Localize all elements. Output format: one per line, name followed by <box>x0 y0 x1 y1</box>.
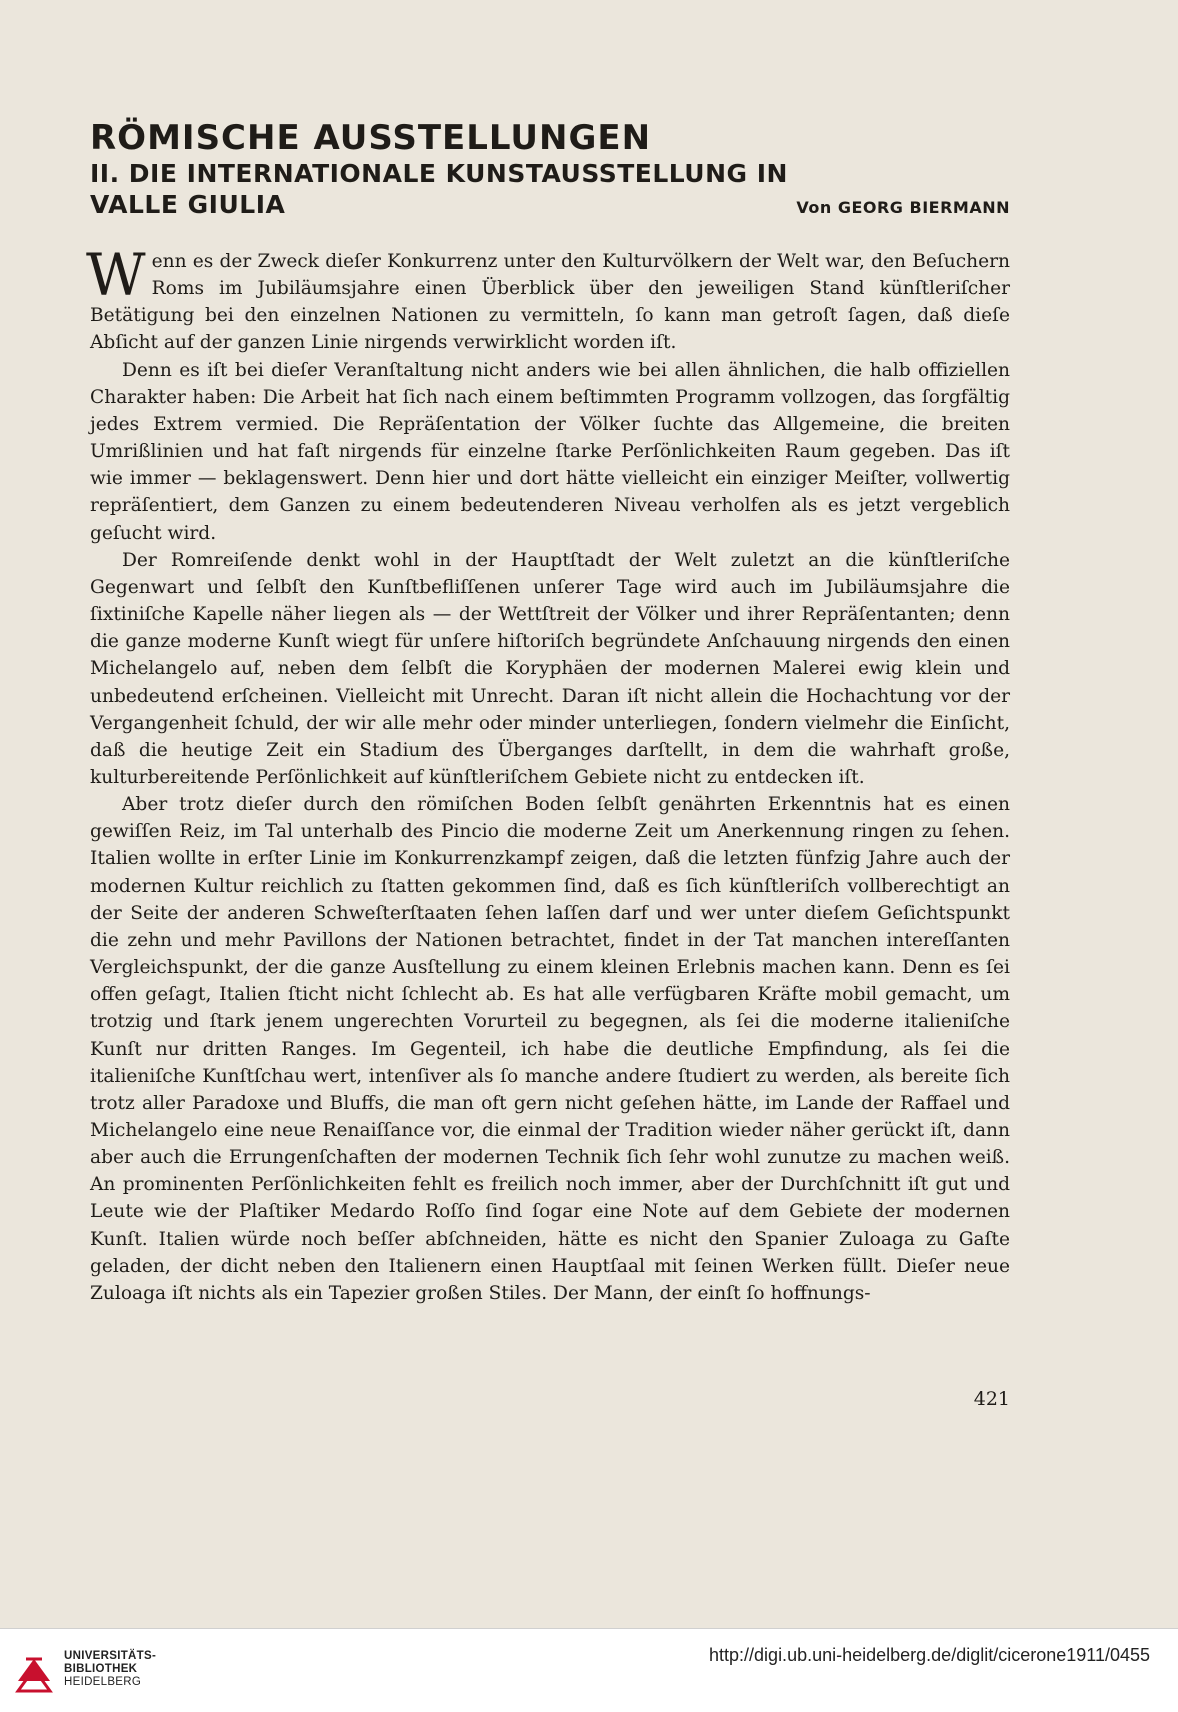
drop-cap: W <box>86 241 146 309</box>
subtitle-row <box>90 189 1010 220</box>
paragraph-text: enn es der Zweck dieſer Konkurrenz unter den Kulturvölkern der Welt war, den Beſuchern Roms im Jubiläumsjahre einen Überblick über den jeweiligen Stand künſtleriſcher Betätigung bei den einzelnen Nationen zu vermitteln, ſo kann man getroſt ſagen, daß dieſe Abſicht auf der ganzen Linie nirgends verwirklicht worden iſt. <box>90 251 1010 354</box>
paragraph: Aber trotz dieſer durch den römiſchen Boden ſelbſt genährten Erkenntnis hat es einen gewiſſen Reiz, im Tal unterhalb des Pincio die moderne Zeit um Anerkennung ringen zu ſehen. Italien wollte in erſter Linie im Konkurrenzkampf zeigen, daß die letzten fünfzig Jahre auch der modernen Kultur reichlich zu ſtatten gekommen ſind, daß es ſich künſtleriſch vollberechtigt an der Seite der anderen Schweſterſtaaten ſehen laſſen darf und wer unter dieſem Geſichtspunkt die zehn und mehr Pavillons der Nationen betrachtet, findet in der Tat manchen intereſſanten Vergleichspunkt, der die ganze Ausſtellung zu einem kleinen Erlebnis machen kann. Denn es ſei offen geſagt, Italien ſticht nicht ſchlecht ab. Es hat alle verfügbaren Kräfte mobil gemacht, um trotzig und ſtark jenem ungerechten Vorurteil zu begegnen, als ſei die moderne italieniſche Kunſt nur dritten Ranges. Im Gegenteil, ich habe die deutliche Empfindung, als ſei die italieniſche Kunſtſchau wert, intenſiver als ſo manche andere ſtudiert zu werden, als bereite ſich trotz aller Paradoxe und Bluffs, die man oft gern nicht geſehen hätte, im Lande der Raffael und Michelangelo eine neue Renaiſſance vor, die einmal der Tradition wieder näher gerückt iſt, dann aber auch die Errungenſchaften der modernen Technik ſich ſehr wohl zunutze zu machen weiß. An prominenten Perſönlichkeiten fehlt es freilich noch immer, aber der Durchſchnitt iſt gut und Leute wie der Plaſtiker Medardo Roſſo ſind ſogar eine Note auf dem Gebiete der modernen Kunſt. Italien würde noch beſſer abſchneiden, hätte es nicht den Spanier Zuloaga zu Gaſte geladen, der dicht neben den Italienern einen Hauptſaal mit ſeinen Werken füllt. Dieſer neue Zuloaga iſt nichts als ein Tapezier großen Stiles. Der Mann, der einſt ſo hoffnungs- <box>90 794 1010 1304</box>
viewer-footer <box>0 1628 1178 1712</box>
article-title: RÖMISCHE AUSSTELLUNGEN <box>90 118 652 158</box>
author-byline: Von GEORG BIERMANN <box>796 198 1010 217</box>
paragraph: Der Romreiſende denkt wohl in der Hauptſtadt der Welt zuletzt an die künſtleriſche Gegenwart und ſelbſt den Kunſtbefliſſenen unſerer Tage wird auch im Jubiläumsjahre die ſixtiniſche Kapelle näher liegen als — der Wettſtreit der Völker und ihrer Repräſentanten; denn die ganze moderne Kunſt wiegt für unſere hiſtoriſch begründete Anſchauung nirgends den einen Michelangelo auf, neben dem ſelbſt die Koryphäen der modernen Malerei ewig klein und unbedeutend erſcheinen. Vielleicht mit Unrecht. Daran iſt nicht allein die Hochachtung vor der Vergangenheit ſchuld, der wir alle mehr oder minder unterliegen, ſondern vielmehr die Einſicht, daß die heutige Zeit ein Stadium des Überganges darſtellt, in dem die wahrhaft große, kulturbereitende Perſönlichkeit auf künſtleriſchem Gebiete nicht zu entdecken iſt. <box>90 549 1010 788</box>
article <box>86 118 1010 1307</box>
page-number: 421 <box>973 1388 1010 1410</box>
library-name: UNIVERSITÄTS- BIBLIOTHEK HEIDELBERG <box>64 1649 157 1688</box>
source-url-link[interactable]: http://digi.ub.uni-heidelberg.de/diglit/cicerone1911/0455 <box>709 1645 1150 1665</box>
library-logo[interactable] <box>14 1641 156 1697</box>
paragraph: Denn es iſt bei dieſer Veranſtaltung nicht anders wie bei allen ähnlichen, die halb offiziellen Charakter haben: Die Arbeit hat ſich nach einem beſtimmten Programm vollzogen, das ſorgfältig jedes Extrem vermied. Die Repräſentation der Völker ſuchte das Allgemeine, die breiten Umrißlinien und hat faſt nirgends für einzelne ſtarke Perſönlichkeiten Raum gegeben. Das iſt wie immer — beklagenswert. Denn hier und dort hätte vielleicht ein einziger Meiſter, vollwertig repräſentiert, dem Ganzen zu einem bedeutenderen Niveau verholfen als es jetzt vergeblich geſucht wird. <box>90 359 1010 544</box>
article-body <box>86 241 1010 1307</box>
article-subtitle: II. DIE INTERNATIONALE KUNSTAUSSTELLUNG IN <box>90 159 788 188</box>
article-subtitle-continued: VALLE GIULIA <box>90 190 286 219</box>
library-emblem-icon <box>14 1641 54 1697</box>
paragraph <box>86 241 1010 357</box>
